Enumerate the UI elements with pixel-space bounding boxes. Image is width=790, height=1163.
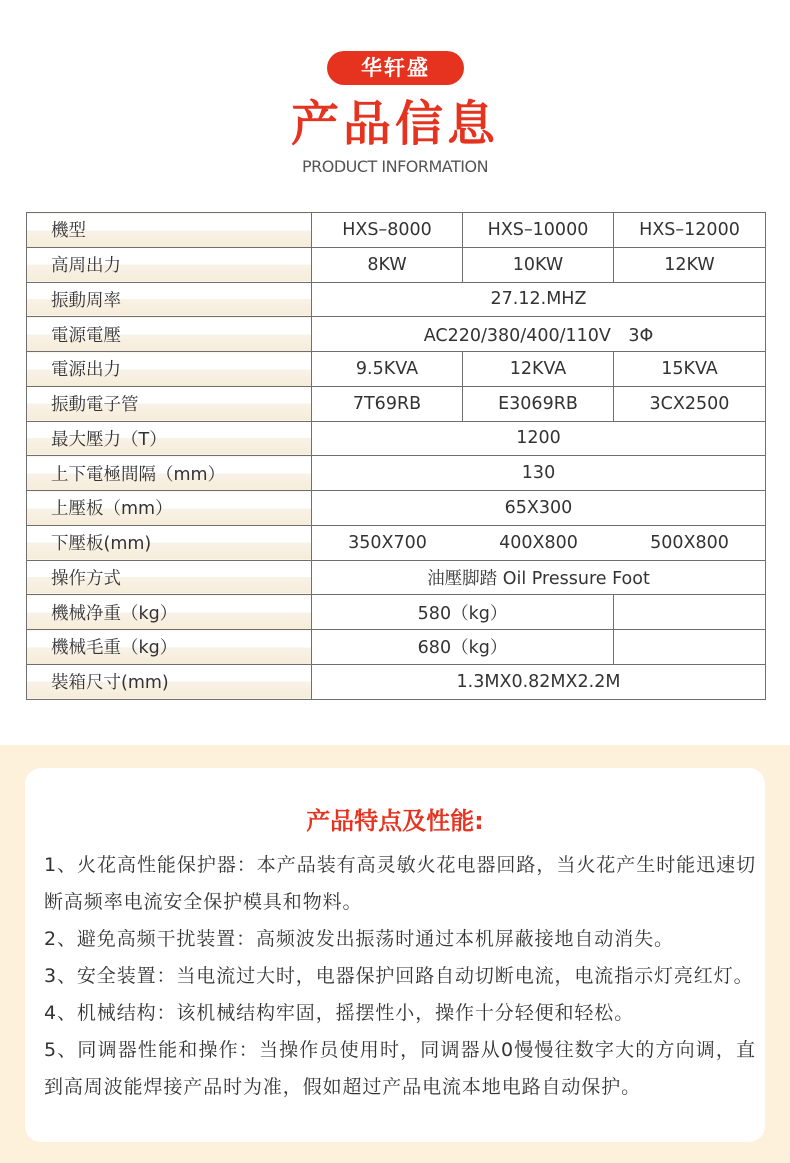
table-cell: 10KW (463, 247, 614, 282)
brand-badge: 华轩盛 (327, 51, 464, 85)
table-row (27, 525, 766, 560)
table-row (27, 213, 766, 248)
features-card (25, 768, 765, 1142)
table-row (27, 352, 766, 387)
row-label: 機械净重（kg） (27, 595, 312, 630)
table-row (27, 491, 766, 526)
table-cell: AC220/380/400/110V 3Φ (312, 317, 766, 352)
row-label: 操作方式 (27, 560, 312, 595)
table-cell: 1.3MX0.82MX2.2M (312, 664, 766, 699)
table-cell: HXS–12000 (614, 213, 766, 248)
table-row (27, 456, 766, 491)
table-row (27, 282, 766, 317)
row-label: 裝箱尺寸(mm) (27, 664, 312, 699)
table-row (27, 560, 766, 595)
table-cell: 15KVA (614, 352, 766, 387)
features-title: 产品特点及性能: (306, 807, 484, 835)
row-label: 電源電壓 (27, 317, 312, 352)
page-title: 产品信息 (290, 96, 499, 152)
spec-table (26, 212, 766, 700)
table-cell: 400X800 (499, 532, 578, 553)
table-cell-group (312, 525, 766, 560)
table-cell: 8KW (312, 247, 463, 282)
row-label: 上壓板（mm） (27, 491, 312, 526)
table-row (27, 247, 766, 282)
table-cell (614, 595, 766, 630)
table-cell: 580（kg） (312, 595, 614, 630)
table-cell: 12KW (614, 247, 766, 282)
table-cell: 350X700 (348, 532, 427, 553)
row-label: 最大壓力（T） (27, 421, 312, 456)
table-cell: 680（kg） (312, 630, 614, 665)
feature-item: 2、避免高频干扰装置：高频波发出振荡时通过本机屏蔽接地自动消失。 (44, 928, 674, 950)
table-cell: 3CX2500 (614, 386, 766, 421)
table-cell: 65X300 (312, 491, 766, 526)
table-cell: 27.12.MHZ (312, 282, 766, 317)
row-label: 高周出力 (27, 247, 312, 282)
features-section (0, 745, 790, 1163)
table-cell: 9.5KVA (312, 352, 463, 387)
table-cell: HXS–8000 (312, 213, 463, 248)
table-cell: 1200 (312, 421, 766, 456)
table-row (27, 386, 766, 421)
feature-item: 3、安全装置：当电流过大时，电器保护回路自动切断电流，电流指示灯亮红灯。 (44, 965, 754, 987)
table-row (27, 630, 766, 665)
row-label: 機型 (27, 213, 312, 248)
table-row (27, 595, 766, 630)
table-row (27, 317, 766, 352)
table-cell (614, 630, 766, 665)
feature-item: 5、同调器性能和操作：当操作员使用时，同调器从0慢慢往数字大的方向调，直到高周波能焊接产品时为准，假如超过产品电流本地电路自动保护。 (44, 1039, 756, 1098)
row-label: 振動周率 (27, 282, 312, 317)
table-cell: 油壓脚踏 Oil Pressure Foot (312, 560, 766, 595)
row-label: 上下電極間隔（mm） (27, 456, 312, 491)
table-cell: 12KVA (463, 352, 614, 387)
page-subtitle: PRODUCT INFORMATION (301, 157, 489, 176)
features-list (44, 847, 756, 1106)
row-label: 機械毛重（kg） (27, 630, 312, 665)
table-cell: E3069RB (463, 386, 614, 421)
table-row (27, 421, 766, 456)
row-label: 下壓板(mm) (27, 525, 312, 560)
row-label: 振動電子管 (27, 386, 312, 421)
table-row (27, 664, 766, 699)
feature-item: 4、机械结构：该机械结构牢固，摇摆性小，操作十分轻便和轻松。 (44, 1002, 635, 1024)
feature-item: 1、火花高性能保护器：本产品装有高灵敏火花电器回路，当火花产生时能迅速切断高频率电流安全保护模具和物料。 (44, 854, 756, 913)
table-cell: 500X800 (650, 532, 729, 553)
table-cell: HXS–10000 (463, 213, 614, 248)
row-label: 電源出力 (27, 352, 312, 387)
table-cell: 7T69RB (312, 386, 463, 421)
table-cell: 130 (312, 456, 766, 491)
